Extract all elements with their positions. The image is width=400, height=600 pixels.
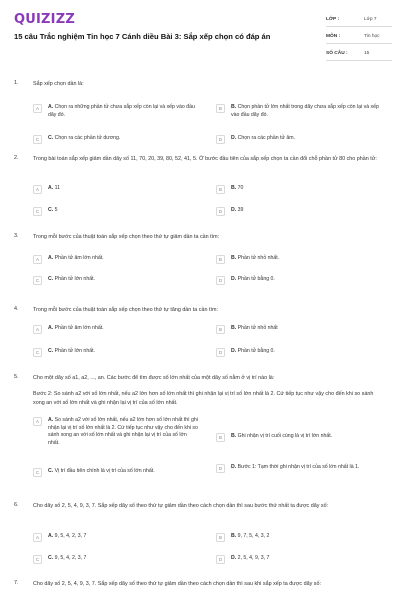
option-letter: A <box>33 325 42 334</box>
question-number: 6. <box>14 502 19 508</box>
option-text: 11 <box>54 185 61 191</box>
document-header <box>0 0 400 64</box>
option-b[interactable] <box>216 104 382 119</box>
option-letter: D <box>216 207 225 216</box>
option-text: 2, 5, 4, 9, 3, 7 <box>237 555 270 561</box>
option-letter: B <box>216 255 225 264</box>
meta-row-count <box>326 47 392 61</box>
meta-label: MÔN : <box>326 34 341 39</box>
option-text: Phần tử nhỏ nhất <box>237 325 278 331</box>
option-label: C. <box>48 135 54 141</box>
option-text: Phần tử bằng 0. <box>237 348 275 354</box>
option-label: D. <box>231 276 237 282</box>
option-b[interactable] <box>216 433 382 442</box>
option-b[interactable] <box>216 255 382 264</box>
meta-value: Tin học <box>364 34 380 39</box>
option-d[interactable] <box>216 207 382 216</box>
option-d[interactable] <box>216 464 382 473</box>
option-label: C. <box>48 348 54 354</box>
option-text: Vị trí đầu tiên chính là vị trí của số lớn nhất. <box>54 468 155 474</box>
question-number: 4. <box>14 306 19 312</box>
option-d[interactable] <box>216 348 382 357</box>
option-label: C. <box>48 207 54 213</box>
option-a[interactable] <box>33 533 199 542</box>
option-label: A. <box>48 533 54 539</box>
option-text: Chọn phần tử lớn nhất trong dãy chưa sắp xếp còn lại và xếp vào đầu dãy đó. <box>231 104 379 118</box>
option-text: 70 <box>237 185 244 191</box>
option-label: C. <box>48 276 54 282</box>
meta-label: SỐ CÂU : <box>326 51 348 56</box>
option-letter: A <box>33 185 42 194</box>
option-letter: C <box>33 468 42 477</box>
option-d[interactable] <box>216 276 382 285</box>
option-label: A. <box>48 185 54 191</box>
meta-info <box>326 13 392 64</box>
option-text: Chọn ra các phần tử âm. <box>237 135 296 141</box>
option-label: B. <box>231 185 237 191</box>
question-text: Sắp xếp chọn dần là: <box>33 81 84 87</box>
option-label: A. <box>48 417 54 423</box>
option-letter: C <box>33 348 42 357</box>
option-a[interactable] <box>33 255 199 264</box>
option-letter: C <box>33 207 42 216</box>
question-number: 1. <box>14 80 19 86</box>
option-text: Phần tử âm lớn nhất. <box>54 325 104 331</box>
option-a[interactable] <box>33 417 199 447</box>
option-c[interactable] <box>33 468 199 477</box>
meta-label: LỚP : <box>326 17 340 22</box>
meta-value: 15 <box>364 51 370 56</box>
option-text: 39 <box>237 207 244 213</box>
option-label: C. <box>48 468 54 474</box>
meta-row-subject <box>326 30 392 44</box>
option-text: 9, 7, 5, 4, 3, 2 <box>237 533 270 539</box>
option-label: B. <box>231 433 237 439</box>
option-text: Ghi nhận vị trí cuối cùng là vị trí lớn nhất. <box>237 433 333 439</box>
option-letter: A <box>33 533 42 542</box>
option-letter: B <box>216 185 225 194</box>
option-d[interactable] <box>216 135 382 144</box>
option-label: A. <box>48 255 54 261</box>
option-text: Phần tử lớn nhất. <box>54 276 95 282</box>
option-label: B. <box>231 325 237 331</box>
option-text: Phần tử lớn nhất. <box>54 348 95 354</box>
option-letter: D <box>216 276 225 285</box>
option-letter: D <box>216 135 225 144</box>
option-text: 9, 5, 4, 2, 3, 7 <box>54 555 87 561</box>
option-c[interactable] <box>33 276 199 285</box>
option-text: Chọn ra các phần tử dương. <box>54 135 121 141</box>
option-letter: A <box>33 417 42 426</box>
question-text-extra: Bước 2: So sánh a2 với số lớn nhất, nếu a2 lớn hơn số lớn nhất thì ghi nhận lại vị trí số lớn nhất là 2. Cứ tiếp tục như vậy cho đến khi so sánh xong an với số lớn nhất và ghi nhận lại vị trí của số lớn nhất. <box>33 391 374 406</box>
question-number: 5. <box>14 374 19 380</box>
option-text: So sánh a2 với số lớn nhất, nếu a2 lớn hơn số lớn nhất thì ghi nhận lại vị trí số lớn nhất là 2. Cứ tiếp tục như vậy cho đến khi so sánh xong an với số lớn nhất và ghi nhận lại vị trí của số lớn nhất. <box>48 417 198 446</box>
option-c[interactable] <box>33 135 199 144</box>
option-b[interactable] <box>216 325 382 334</box>
question-text: Trong bài toán sắp xếp giảm dần dãy số 11, 70, 20, 39, 80, 52, 41, 5. Ở bước đầu tiên của sắp xếp chọn ta cần đổi chỗ phần tử 80 cho phần tử: <box>33 156 377 162</box>
option-d[interactable] <box>216 555 382 564</box>
option-letter: C <box>33 555 42 564</box>
question-number: 2. <box>14 155 19 161</box>
option-letter: B <box>216 433 225 442</box>
option-text: 9, 5, 4, 2, 3, 7 <box>54 533 87 539</box>
question-text: Trong mỗi bước của thuật toán sắp xếp chọn theo thứ tự giảm dần ta cần tìm: <box>33 234 220 240</box>
option-a[interactable] <box>33 325 199 334</box>
option-c[interactable] <box>33 555 199 564</box>
option-label: B. <box>231 255 237 261</box>
option-text: Bước 1: Tạm thời ghi nhận vị trí của số lớn nhất là 1. <box>237 464 360 470</box>
question-text: Trong mỗi bước của thuật toán sắp xếp chọn theo thứ tự tăng dần ta cần tìm: <box>33 307 218 313</box>
option-label: D. <box>231 555 237 561</box>
option-label: D. <box>231 464 237 470</box>
quizizz-logo: QUIZIZZ <box>14 12 75 27</box>
option-text: Phần tử âm lớn nhất. <box>54 255 104 261</box>
option-letter: D <box>216 555 225 564</box>
question-number: 7. <box>14 580 19 586</box>
option-text: Chọn ra những phần tử chưa sắp xếp còn lại và xếp vào đầu dãy đó. <box>48 104 195 118</box>
question-text: Cho dãy số 2, 5, 4, 9, 3, 7. Sắp xếp dãy số theo thứ tự giảm dần theo cách chọn dần thì sau khi sắp xếp ta được dãy số: <box>33 581 321 587</box>
option-letter: A <box>33 255 42 264</box>
option-label: B. <box>231 533 237 539</box>
document-title: 15 câu Trắc nghiệm Tin học 7 Cánh diều Bài 3: Sắp xếp chọn có đáp án <box>14 32 271 41</box>
option-b[interactable] <box>216 533 382 542</box>
option-label: B. <box>231 104 237 110</box>
question-number: 3. <box>14 233 19 239</box>
option-label: A. <box>48 325 54 331</box>
option-a[interactable] <box>33 104 199 119</box>
option-a[interactable] <box>33 185 199 194</box>
option-letter: A <box>33 104 42 113</box>
option-letter: D <box>216 464 225 473</box>
option-letter: B <box>216 104 225 113</box>
option-label: D. <box>231 207 237 213</box>
option-text: Phần tử nhỏ nhất. <box>237 255 280 261</box>
option-label: C. <box>48 555 54 561</box>
meta-row-class <box>326 13 392 27</box>
option-text: 5 <box>54 207 58 213</box>
question-text: Cho một dãy số a1, a2, ..., an. Các bước để tìm được số lớn nhất của một dãy số nằm ở vị trí nào là: <box>33 375 275 381</box>
option-letter: C <box>33 276 42 285</box>
option-text: Phần tử bằng 0. <box>237 276 275 282</box>
option-letter: B <box>216 533 225 542</box>
option-letter: C <box>33 135 42 144</box>
option-b[interactable] <box>216 185 382 194</box>
option-letter: B <box>216 325 225 334</box>
option-label: D. <box>231 135 237 141</box>
option-label: D. <box>231 348 237 354</box>
option-c[interactable] <box>33 207 199 216</box>
option-c[interactable] <box>33 348 199 357</box>
option-letter: D <box>216 348 225 357</box>
question-text: Cho dãy số 2, 5, 4, 9, 3, 7. Sắp xếp dãy số theo thứ tự giảm dần theo cách chọn dần thì sau bước thứ nhất ta được dãy số: <box>33 503 329 509</box>
meta-value: Lớp 7 <box>364 17 377 22</box>
option-label: A. <box>48 104 54 110</box>
